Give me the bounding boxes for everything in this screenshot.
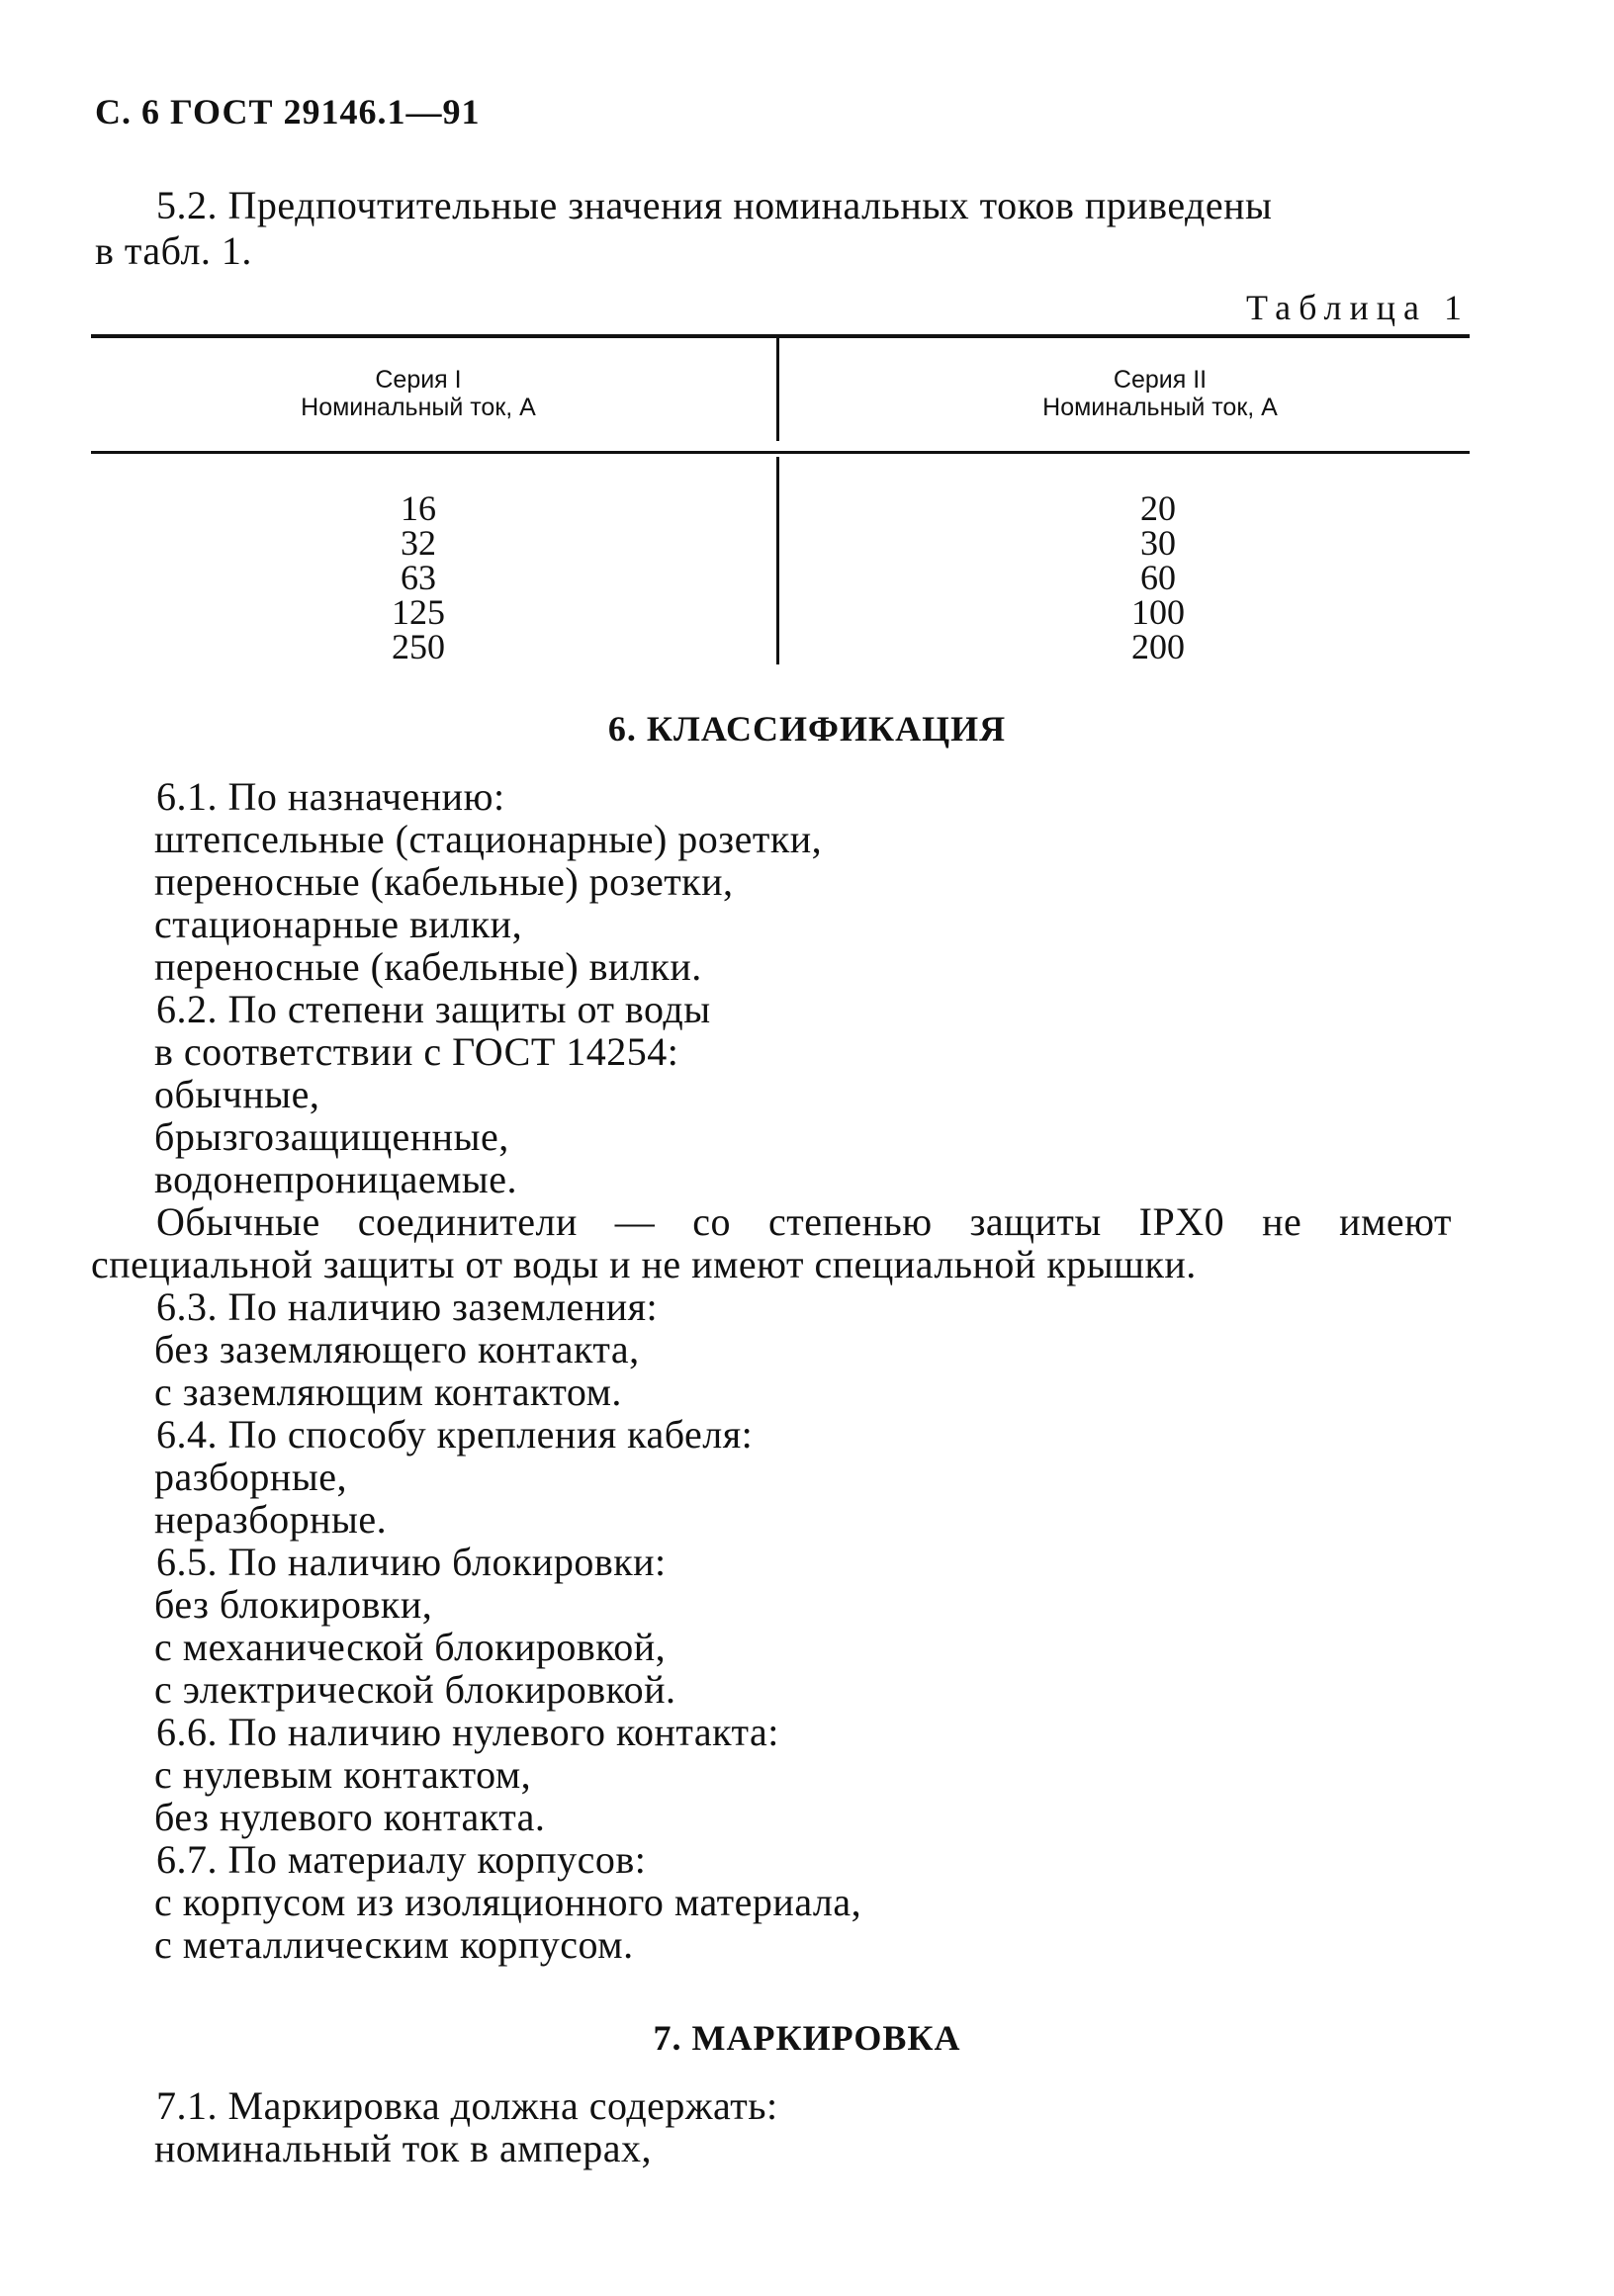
intro-line: 5.2. Предпочтительные значения номинальных токов приведены bbox=[156, 183, 1273, 227]
series-1-values bbox=[319, 488, 517, 666]
table-cell: 60 bbox=[1140, 558, 1176, 597]
list-line: 6.7. По материалу корпусов: bbox=[156, 1837, 647, 1882]
list-line: штепсельные (стационарные) розетки, bbox=[154, 817, 823, 861]
table-cell: 200 bbox=[1131, 627, 1185, 666]
list-line: 6.4. По способу крепления кабеля: bbox=[156, 1412, 754, 1457]
list-line: брызгозащищенные, bbox=[154, 1114, 509, 1159]
unit-label: Номинальный ток, А bbox=[1042, 394, 1278, 421]
list-line: стационарные вилки, bbox=[154, 902, 523, 946]
table-column-divider bbox=[776, 457, 779, 664]
table-column-divider bbox=[776, 338, 779, 441]
table-cell: 125 bbox=[392, 592, 445, 632]
intro-line: в табл. 1. bbox=[95, 228, 252, 273]
section-7-title: 7. МАРКИРОВКА bbox=[653, 2018, 961, 2058]
table-top-rule bbox=[91, 334, 1470, 338]
section-6-title: 6. КЛАССИФИКАЦИЯ bbox=[607, 709, 1007, 749]
page-header: С. 6 ГОСТ 29146.1—91 bbox=[95, 92, 481, 132]
column-header-series-1 bbox=[122, 366, 715, 421]
table-cell: 30 bbox=[1140, 523, 1176, 563]
table-title: Таблица 1 bbox=[1246, 288, 1470, 327]
list-line: специальной защиты от воды и не имеют специальной крышки. bbox=[91, 1242, 1197, 1286]
series-2-values bbox=[1059, 488, 1257, 666]
table-cell: 32 bbox=[401, 523, 436, 563]
list-line: 6.5. По наличию блокировки: bbox=[156, 1540, 667, 1584]
list-line: переносные (кабельные) розетки, bbox=[154, 859, 734, 904]
list-line: 6.3. По наличию заземления: bbox=[156, 1284, 659, 1329]
list-line: без блокировки, bbox=[154, 1582, 433, 1627]
list-line: с металлическим корпусом. bbox=[154, 1922, 634, 1967]
list-line: в соответствии с ГОСТ 14254: bbox=[154, 1029, 679, 1074]
list-line: неразборные. bbox=[154, 1497, 388, 1542]
unit-label: Номинальный ток, А bbox=[301, 394, 536, 421]
table-cell: 20 bbox=[1140, 488, 1176, 528]
table-cell: 250 bbox=[392, 627, 445, 666]
list-line: с механической блокировкой, bbox=[154, 1625, 667, 1669]
list-line: без заземляющего контакта, bbox=[154, 1327, 640, 1371]
table-cell: 63 bbox=[401, 558, 436, 597]
list-line: с нулевым контактом, bbox=[154, 1752, 532, 1797]
list-line: Обычные соединители — со степенью защиты IPX0 не имеют bbox=[156, 1199, 1452, 1244]
list-line: с корпусом из изоляционного материала, bbox=[154, 1880, 862, 1924]
list-line: с электрической блокировкой. bbox=[154, 1667, 676, 1712]
list-line: номинальный ток в амперах, bbox=[154, 2126, 653, 2170]
list-line: 7.1. Маркировка должна содержать: bbox=[156, 2083, 778, 2128]
list-line: разборные, bbox=[154, 1455, 347, 1499]
table-header-rule bbox=[91, 451, 1470, 454]
list-line: 6.2. По степени защиты от воды bbox=[156, 987, 711, 1031]
column-header-series-2 bbox=[863, 366, 1457, 421]
table-cell: 16 bbox=[401, 488, 436, 528]
list-line: с заземляющим контактом. bbox=[154, 1369, 622, 1414]
list-line: 6.1. По назначению: bbox=[156, 774, 505, 819]
series-label: Серия II bbox=[1113, 366, 1208, 394]
list-line: без нулевого контакта. bbox=[154, 1795, 546, 1839]
list-line: 6.6. По наличию нулевого контакта: bbox=[156, 1710, 779, 1754]
series-label: Серия I bbox=[375, 366, 462, 394]
table-cell: 100 bbox=[1131, 592, 1185, 632]
list-line: переносные (кабельные) вилки. bbox=[154, 944, 702, 989]
list-line: водонепроницаемые. bbox=[154, 1157, 518, 1201]
list-line: обычные, bbox=[154, 1072, 320, 1116]
